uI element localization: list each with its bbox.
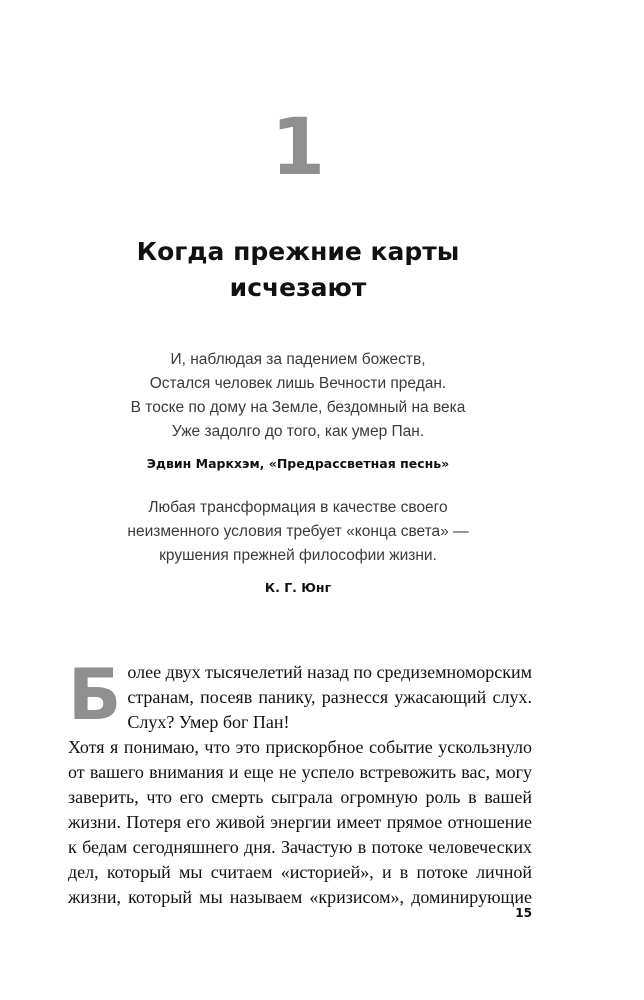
epigraph-line: крушения прежней философии жизни. [159,547,437,564]
epigraph-line: Остался человек лишь Вечности предан. [149,375,447,392]
epigraph-attribution: Эдвин Маркхэм, «Предрассветная песнь» [146,456,450,471]
epigraph-line: Любая трансформация в качестве своего [148,499,448,516]
chapter-title [0,234,596,306]
epigraph-line: И, наблюдая за падением божеств, [170,351,426,368]
page-number: 15 [515,906,532,920]
drop-cap: Б [68,654,122,736]
epigraph-line: неизменного условия требует «конца света» — [127,523,469,540]
paragraph-1-text: олее двух тысячелетий назад по средиземноморским странам, посеяв панику, разнесся ужасающий слух. Слух? Умер бог Пан! [127,662,532,732]
paragraph-2: Хотя я понимаю, что это прискорбное событие ускользнуло от вашего внимания и еще не успело встревожить вас, могу заверить, что его смерть сыграла огромную роль в вашей жизни. Потеря его живой энергии имеет прямое отношение к бедам сегодняшнего дня. Зачастую в потоке человеческих дел, который мы считаем «историей», и в потоке личной жизни, который мы называем «кризисом», доминирующие [68,737,532,907]
paragraph-1 [68,654,532,736]
epigraph-markham [0,348,596,474]
chapter-number: 1 [270,103,326,193]
chapter-title-line-2: исчезают [229,273,367,302]
body-text [68,654,532,910]
chapter-title-line-1: Когда прежние карты [136,237,460,266]
epigraph-attribution: К. Г. Юнг [264,580,332,595]
epigraph-line: Уже задолго до того, как умер Пан. [171,423,425,440]
epigraph-line: В тоске по дому на Земле, бездомный на века [130,399,466,416]
epigraph-jung [0,496,596,598]
